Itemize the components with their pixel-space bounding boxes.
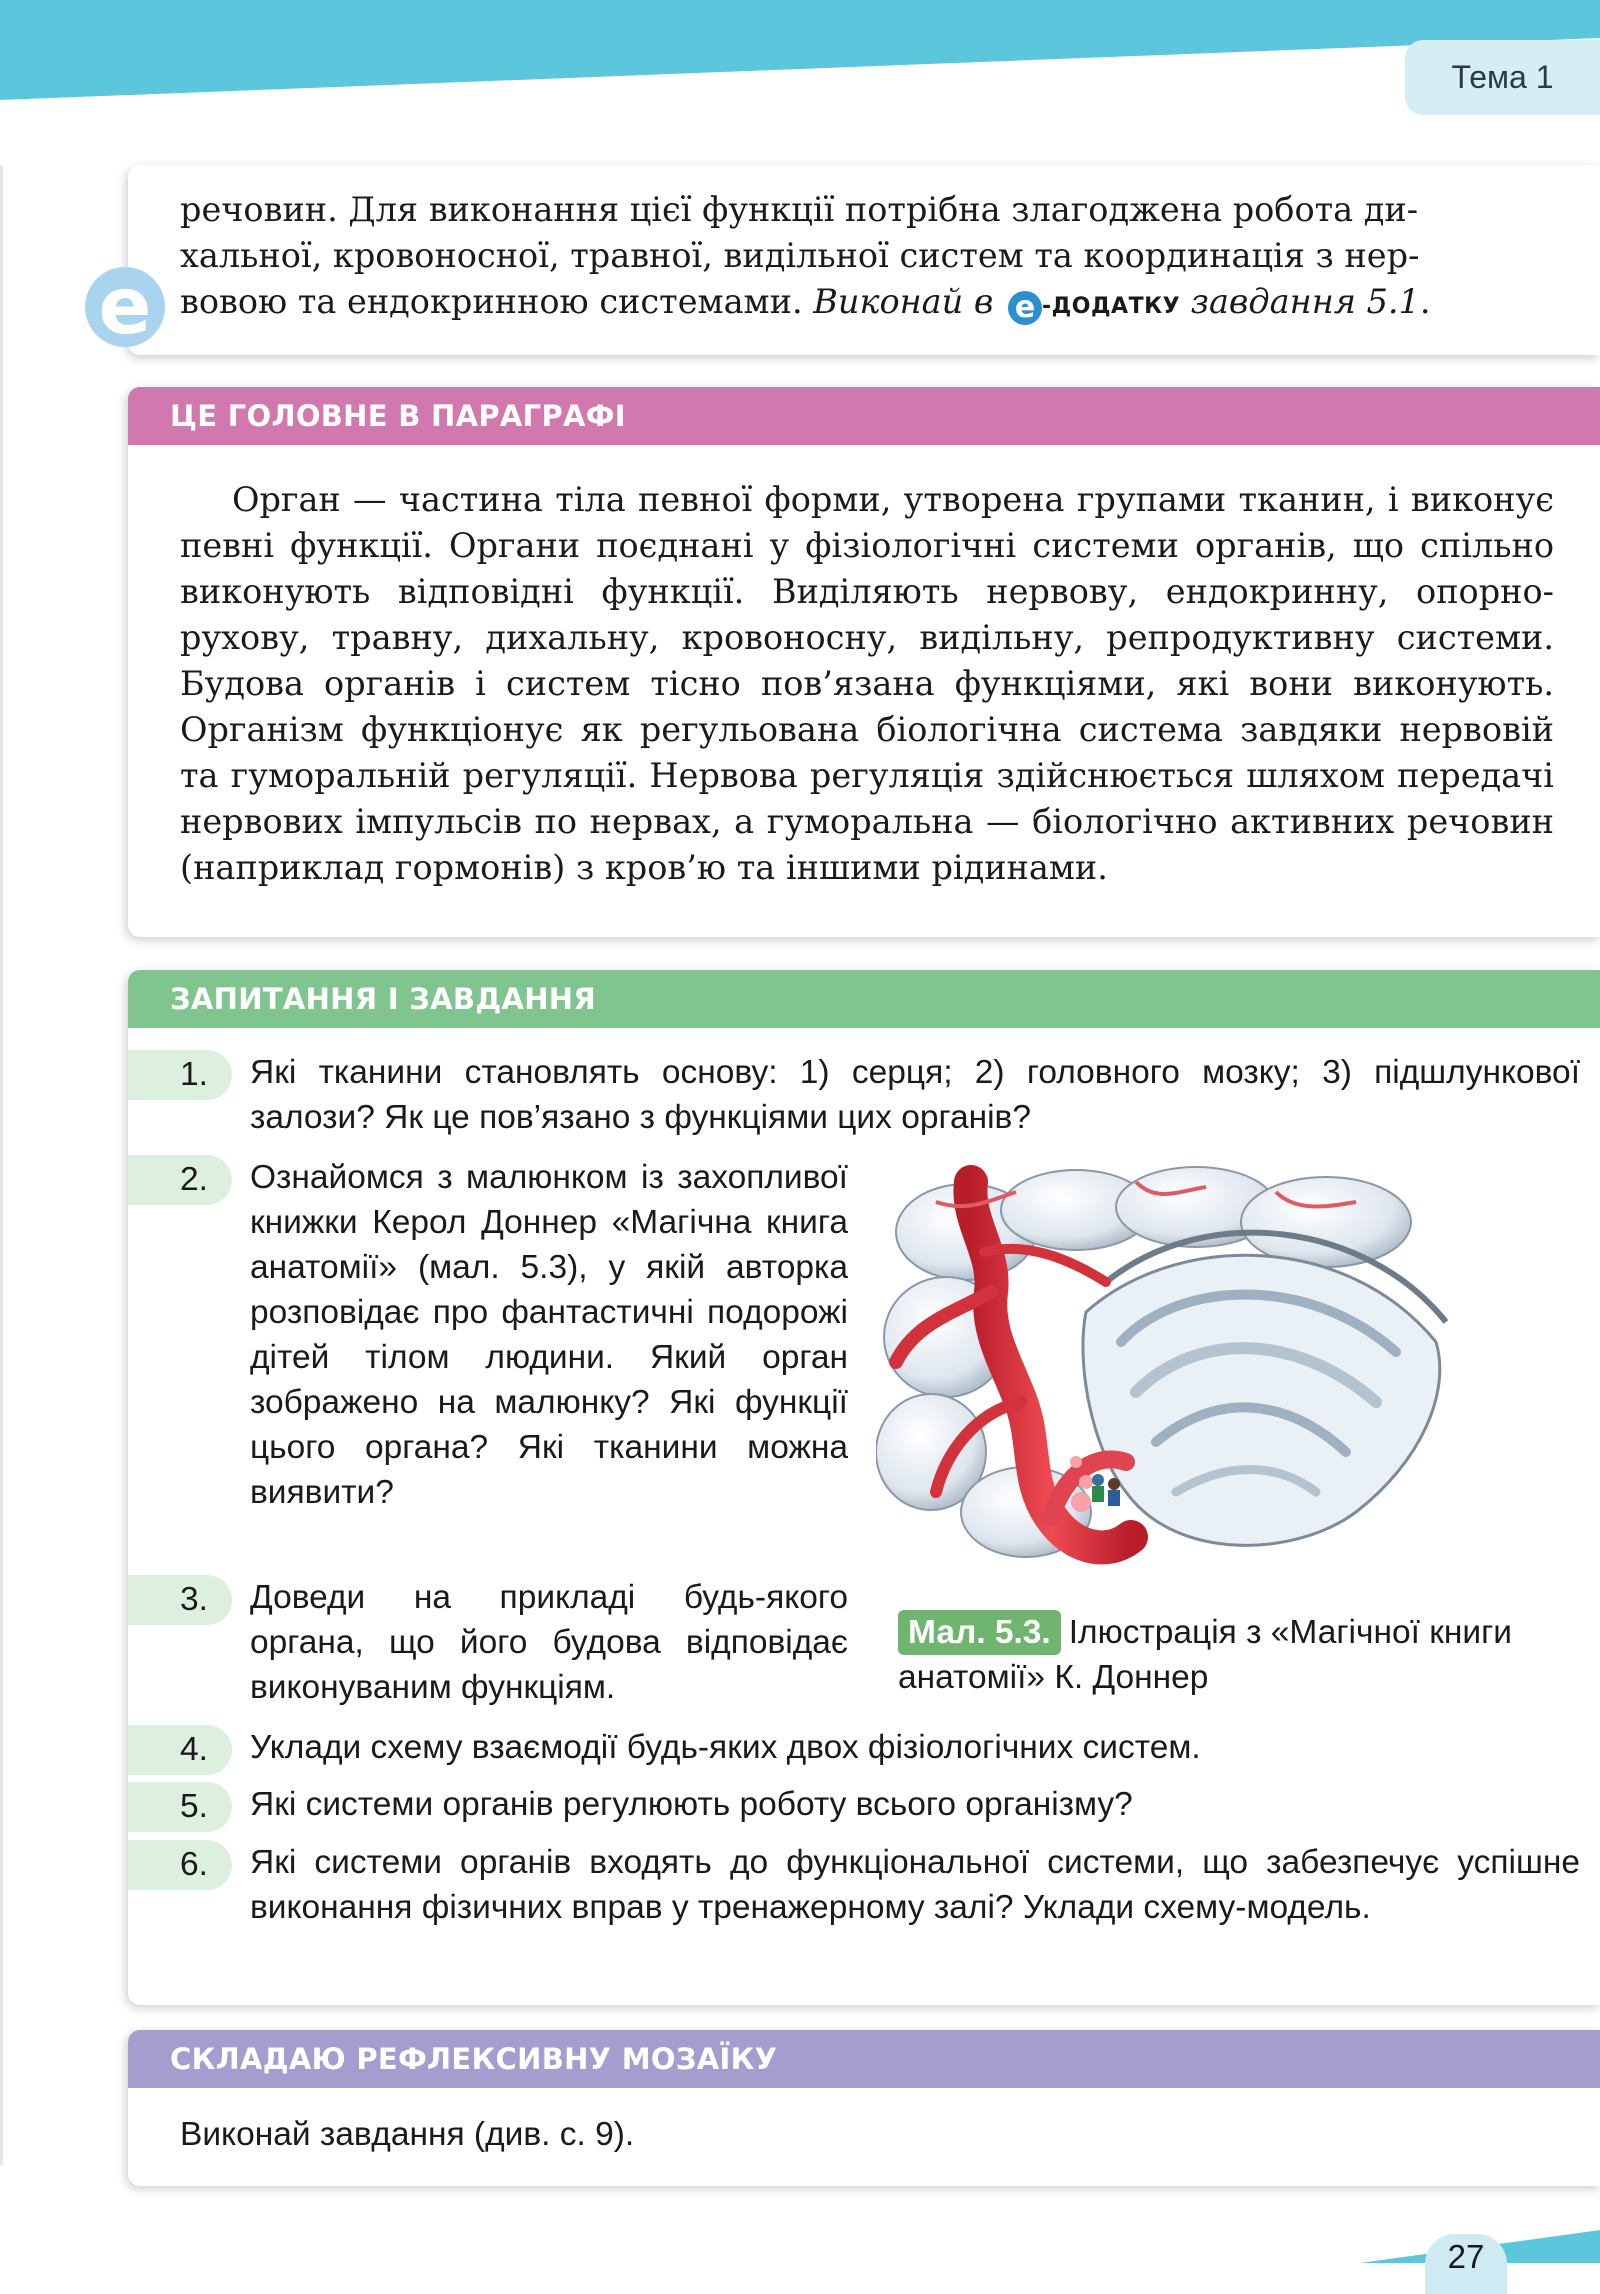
left-margin-rule [0,165,3,2165]
intro-line-3-start: вовою та ендокринною системами. [180,282,814,321]
e-app-badge-icon: е [85,267,165,347]
questions-card [128,970,1600,2005]
summary-paragraph: Орган — частина тіла певної форми, утворена групами тканин, і виконує певні функції. Органи поєднані у фізіологічні системи органів, що спільно виконують відповідні функції. Виділяють нервову, ендокринну, опорно-рухову, травну, дихальну, кровоносну, видільну, репродуктивну системи. Будова органів і систем тісно пов’язана функціями, які вони виконують. Організм функціонує як регульована біологічна система завдяки нервовій та гуморальній регуляції. Нервова регуляція здійснюється шляхом передачі нервових імпульсів по нервах, а гуморальна — біологічно активних речовин (наприклад гормонів) з кров’ю та іншими рідинами. [180,480,1554,887]
question-text: Які системи органів входять до функціональної системи, що забезпечує успішне виконання фізичних вправ у тренажерному залі? Уклади схему-модель. [250,1844,1580,1926]
summary-card [128,387,1600,937]
question-text: Які системи органів регулюють роботу всього організму? [250,1786,1133,1823]
figure-label: Мал. 5.3. [898,1610,1061,1655]
intro-line-1: речовин. Для виконання цієї функції потрібна злагоджена робота ди- [180,190,1419,229]
question-text: Ознайомся з малюнком із захопливої книжки Керол Доннер «Магічна книга анатомії» (мал. 5.3), у якій авторка розповідає про фантастичні подорожі дітей тілом людини. Який орган зображено на малюнку? Які функції цього органа? Які тканини можна виявити? [250,1159,848,1511]
reflex-card [128,2030,1600,2186]
bottom-decorative-band [0,2190,1600,2263]
questions-heading: ЗАПИТАННЯ І ЗАВДАННЯ [128,970,1600,1028]
question-number: 1. [128,1050,232,1100]
question-text: Які тканини становлять основу: 1) серця; 2) головного мозку; 3) підшлункової залози? Як це пов’язано з функціями цих органів? [250,1054,1580,1136]
intro-line-2: хальної, кровоносної, травної, видільної систем та координація з нер- [180,236,1420,275]
e-app-link[interactable]: -ДОДАТКУ [1042,294,1181,319]
e-app-icon[interactable]: е [1008,291,1042,325]
question-text: Уклади схему взаємодії будь-яких двох фізіологічних систем. [250,1729,1201,1766]
intro-task-ref: завдання 5.1 [1180,282,1420,321]
question-text: Доведи на прикладі будь-якого органа, що його будова відповідає виконуваним функціям. [250,1579,848,1706]
figure-caption-text: Ілюстрація з «Магічної книги анатомії» К. Доннер [898,1614,1513,1696]
question-number: 3. [128,1575,232,1625]
intro-card [128,165,1600,355]
question-number: 2. [128,1155,232,1205]
intro-instruction: Виконай в [813,282,1005,321]
question-number: 5. [128,1782,232,1832]
reflex-heading: СКЛАДАЮ РЕФЛЕКСИВНУ МОЗАЇКУ [128,2030,1600,2088]
topic-tab: Тема 1 [1405,40,1600,115]
figure-caption [898,1610,1518,1700]
top-decorative-band [0,0,1600,110]
summary-heading: ЦЕ ГОЛОВНЕ В ПАРАГРАФІ [128,387,1600,445]
question-number: 4. [128,1725,232,1775]
page-number: 27 [1425,2234,1507,2294]
intro-line-3 [180,279,1600,330]
intro-line-3-end: . [1419,282,1431,321]
question-number: 6. [128,1840,232,1890]
reflex-text: Виконай завдання (див. с. 9). [180,2116,635,2153]
intro-text [128,165,1600,330]
anatomy-illustration [876,1162,1456,1567]
